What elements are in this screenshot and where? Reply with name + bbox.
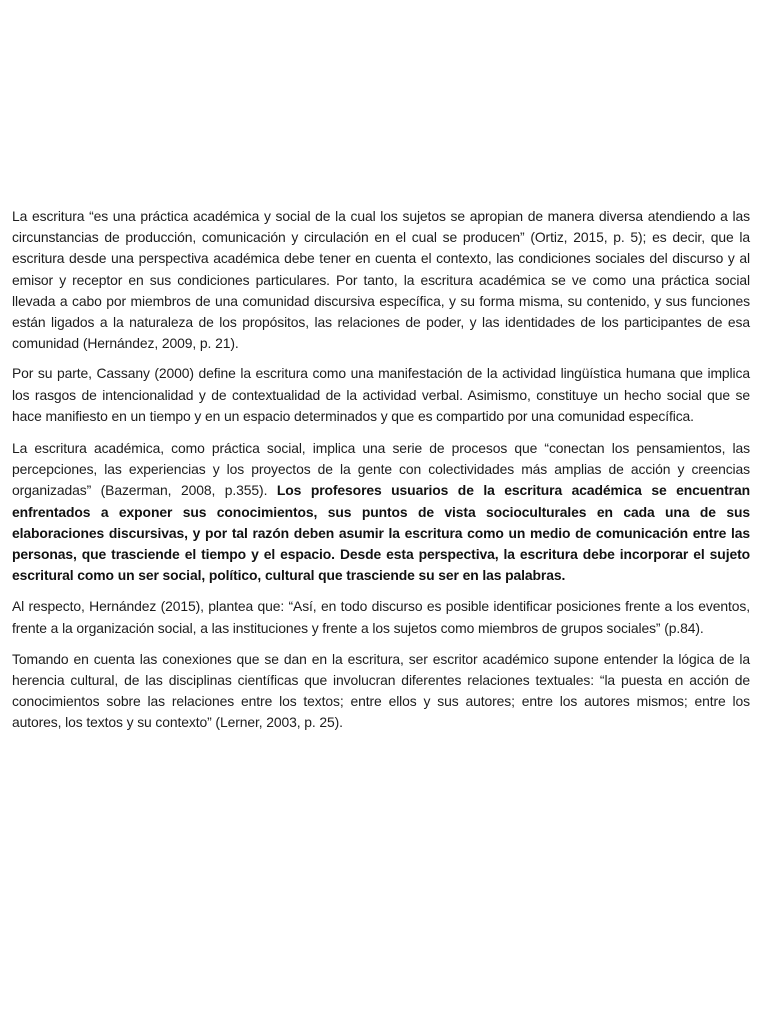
paragraph-3-bold-text: Los profesores usuarios de la escritura académica se encuentran enfrentados a exponer sus conocimientos, sus puntos de vista socioculturales en cada una de sus elaboraciones discursivas, y por tal razón deben asumir la escritura como un medio de comunicación entre las personas, que trasciende el tiempo y el espacio. Desde esta perspectiva, la escritura debe incorporar el sujeto escritural como un ser social, político, cultural que trasciende su ser en las palabras. <box>12 482 750 584</box>
paragraph-2: Por su parte, Cassany (2000) define la escritura como una manifestación de la actividad lingüística humana que implica los rasgos de intencionalidad y de contextualidad de la actividad verbal. Asimismo, constituye un hecho social que se hace manifiesto en un tiempo y en un espacio determinados y que es compartido por una comunidad específica. <box>12 365 750 424</box>
paragraph-5: Tomando en cuenta las conexiones que se dan en la escritura, ser escritor académico supone entender la lógica de la herencia cultural, de las disciplinas científicas que involucran diferentes relaciones textuales: “la puesta en acción de conocimientos sobre las relaciones entre los textos; entre ellos y sus autores; entre los autores mismos; entre los autores, los textos y su contexto” (Lerner, 2003, p. 25). <box>12 650 750 731</box>
paragraph-3 <box>12 438 750 586</box>
paragraph-1: La escritura “es una práctica académica y social de la cual los sujetos se apropian de manera diversa atendiendo a las circunstancias de producción, comunicación y circulación en el cual se producen” (Ortiz, 2015, p. 5); es decir, que la escritura desde una perspectiva académica debe tener en cuenta el contexto, las condiciones sociales del discurso y al emisor y receptor en sus condiciones particulares. Por tanto, la escritura académica se ve como una práctica social llevada a cabo por miembros de una comunidad discursiva específica, y su forma misma, su contenido, y sus funciones están ligados a la naturaleza de los propósitos, las relaciones de poder, y las identidades de los participantes de esa comunidad (Hernández, 2009, p. 21). <box>12 208 750 352</box>
paragraph-4: Al respecto, Hernández (2015), plantea que: “Así, en todo discurso es posible identificar posiciones frente a los eventos, frente a la organización social, a las instituciones y frente a los sujetos como miembros de grupos sociales” (p.84). <box>12 598 750 636</box>
paragraph-3-plain-text: La escritura académica, como práctica social, implica una serie de procesos que “conectan los pensamientos, las percepciones, las experiencias y los proyectos de la gente con colectividades más amplias de acción y creencias organizadas” (Bazerman, 2008, p.355). <box>12 440 750 499</box>
document-body <box>12 206 750 744</box>
